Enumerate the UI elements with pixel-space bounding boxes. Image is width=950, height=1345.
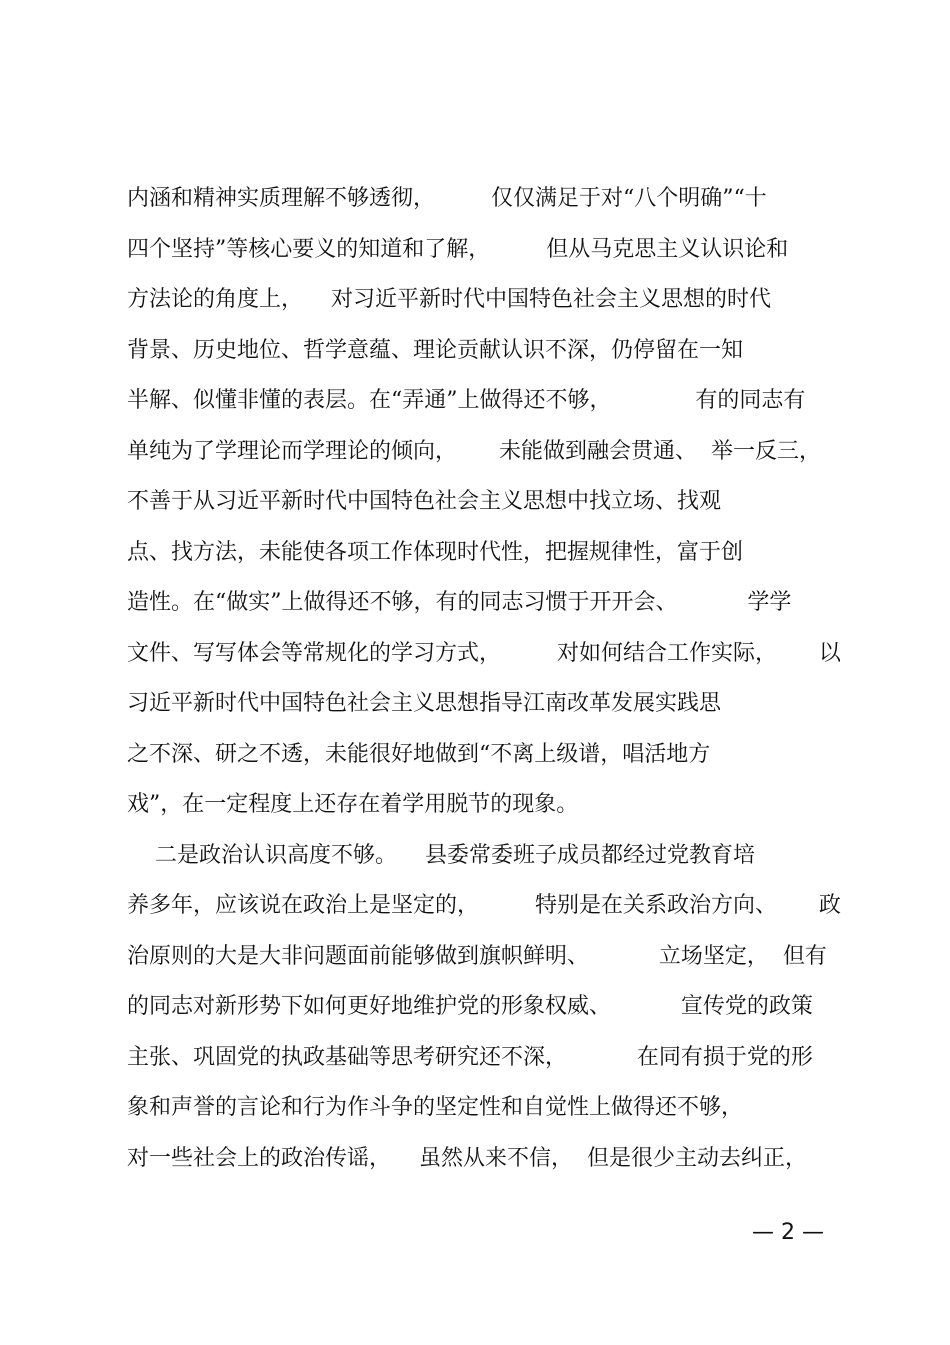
text-line: 不善于从习近平新时代中国特色社会主义思想中找立场、找观 [127, 489, 722, 514]
text-line: 造性。在“做实”上做得还不够，有的同志习惯于开开会、 学学 [127, 590, 792, 615]
text-line: 养多年，应该说在政治上是坚定的， 特别是在关系政治方向、 政 [127, 893, 841, 918]
page-number: — 2 — [752, 1220, 824, 1245]
paragraph-start-line: 二是政治认识高度不够。 县委常委班子成员都经过党教育培 [127, 842, 755, 868]
text-line: 文件、写写体会等常规化的学习方式， 对如何结合工作实际， 以 [127, 640, 841, 666]
text-line: 方法论的角度上， 对习近平新时代中国特色社会主义思想的时代 [127, 287, 771, 312]
text-line: 单纯为了学理论而学理论的倾向， 未能做到融会贯通、 举一反三， [127, 438, 821, 464]
text-line: 对一些社会上的政治传谣， 虽然从来不信， 但是很少主动去纠正， [127, 1145, 807, 1171]
text-line: 四个坚持”等核心要义的知道和了解， 但从马克思主义认识论和 [127, 236, 789, 262]
text-line: 习近平新时代中国特色社会主义思想指导江南改革发展实践思 [127, 691, 722, 716]
body-text [127, 174, 847, 1184]
text-line: 主张、巩固党的执政基础等思考研究还不深， 在同有损于党的形 [127, 1044, 813, 1070]
text-line: 之不深、研之不透，未能很好地做到“不离上级谱，唱活地方 [127, 741, 711, 767]
text-line: 点、找方法，未能使各项工作体现时代性，把握规律性，富于创 [127, 539, 744, 565]
text-line: 半解、似懂非懂的表层。在“弄通”上做得还不够， 有的同志有 [127, 388, 806, 413]
text-line: 治原则的大是大非问题面前能够做到旗帜鲜明、 立场坚定， 但有 [127, 943, 827, 969]
text-line: 背景、历史地位、哲学意蕴、理论贡献认识不深，仍停留在一知 [127, 337, 744, 363]
text-line: 戏”，在一定程度上还存在着学用脱节的现象。 [127, 792, 579, 817]
text-line: 的同志对新形势下如何更好地维护党的形象权威、 宣传党的政策 [127, 994, 813, 1019]
text-line: 象和声誉的言论和行为作斗争的坚定性和自觉性上做得还不够， [127, 1095, 744, 1120]
text-line: 内涵和精神实质理解不够透彻， 仅仅满足于对“八个明确”“十 [127, 186, 767, 211]
